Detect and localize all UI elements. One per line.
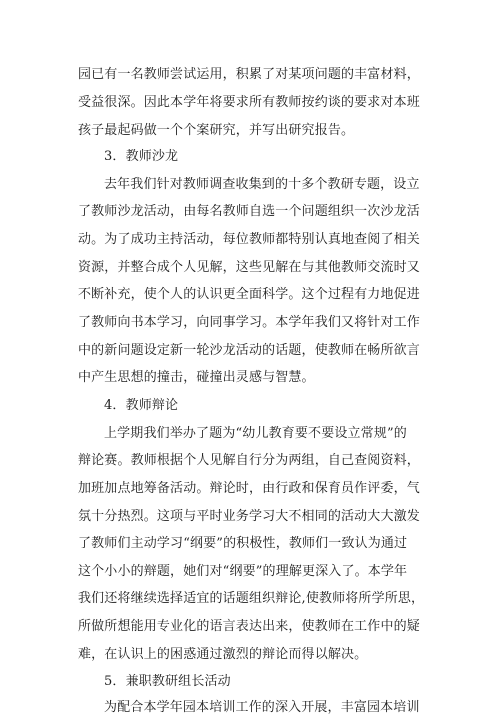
paragraph-line: 资源，并整合成个人见解，这些见解在与其他教师交流时又 (78, 260, 420, 275)
paragraph-line: 上学期我们举办了题为“幼儿教育要不要设立常规”的 (104, 426, 407, 441)
section-heading: 4．教师辩论 (104, 398, 179, 413)
section-heading: 3．教师沙龙 (104, 149, 179, 164)
paragraph-line: 辩论赛。教师根据个人见解自行分为两组，自己查阅资料， (78, 453, 420, 468)
paragraph-line: 去年我们针对教师调查收集到的十多个教研专题，设立 (104, 177, 420, 192)
paragraph-line: 不断补充，使个人的认识更全面科学。这个过程有力地促进 (78, 287, 420, 302)
paragraph-line: 中的新问题设定新一轮沙龙活动的话题，使教师在畅所欲言 (78, 343, 420, 358)
paragraph-line: 所做所想能用专业化的语言表达出来，使教师在工作中的疑 (78, 619, 420, 634)
paragraph-line: 为配合本学年园本培训工作的深入开展，丰富园本培训 (104, 700, 420, 715)
paragraph-line: 孩子最起码做一个个案研究，并写出研究报告。 (78, 123, 355, 138)
paragraph-line: 我们还将继续选择适宜的话题组织辩论,使教师将所学所思， (78, 591, 425, 606)
paragraph-line: 这个小小的辩题，她们对“纲要”的理解更深入了。本学年 (78, 564, 408, 579)
paragraph-line: 了教师向书本学习，向同事学习。本学年我们又将针对工作 (78, 315, 420, 330)
section-heading: 5．兼职教研组长活动 (104, 674, 231, 689)
paragraph-line: 中产生思想的撞击，碰撞出灵感与智慧。 (78, 370, 315, 385)
paragraph-line: 难，在认识上的困惑通过激烈的辩论而得以解决。 (78, 647, 368, 662)
paragraph-line: 了教师沙龙活动，由每名教师自选一个问题组织一次沙龙活 (78, 204, 420, 219)
paragraph-line: 加班加点地筹备活动。辩论时，由行政和保育员作评委，气 (78, 481, 420, 496)
paragraph-line: 园已有一名教师尝试运用，积累了对某项问题的丰富材料， (78, 67, 420, 82)
paragraph-line: 了教师们主动学习“纲要”的积极性，教师们一致认为通过 (78, 536, 408, 551)
paragraph-line: 受益很深。因此本学年将要求所有教师按约谈的要求对本班 (78, 95, 420, 110)
paragraph-line: 氛十分热烈。这项与平时业务学习大不相同的活动大大激发 (78, 509, 420, 524)
paragraph-line: 动。为了成功主持活动，每位教师都特别认真地查阅了相关 (78, 232, 420, 247)
